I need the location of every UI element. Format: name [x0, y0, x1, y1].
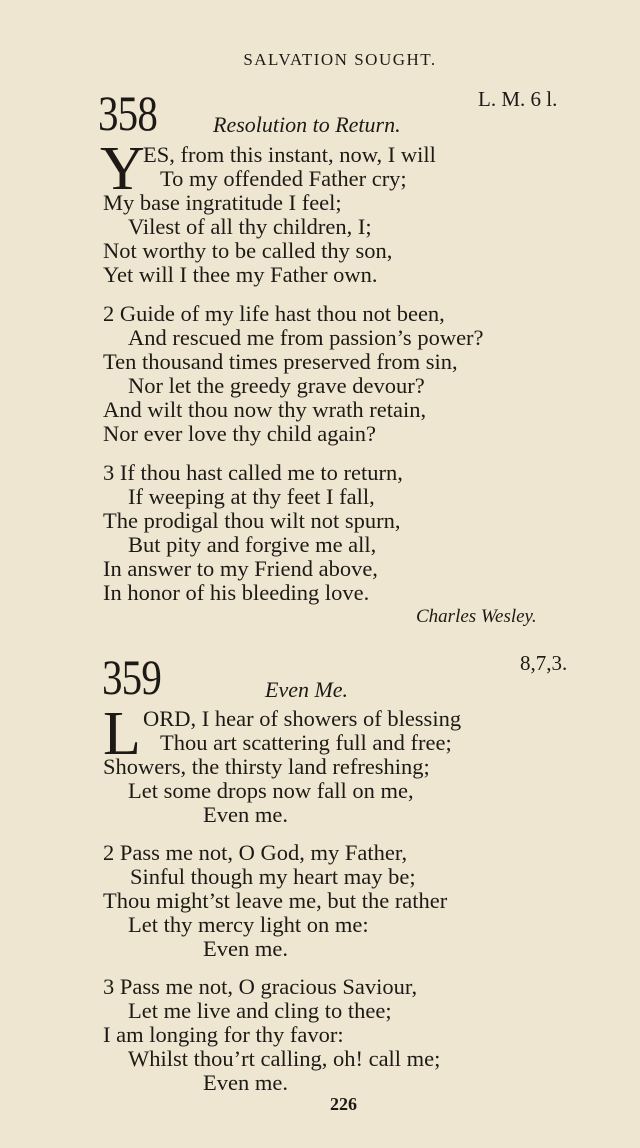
verse-line: The prodigal thou wilt not spurn, [103, 508, 401, 533]
verse-line: Not worthy to be called thy son, [103, 238, 393, 263]
verse-line: Ten thousand times preserved from sin, [103, 349, 458, 374]
verse-line: Nor let the greedy grave devour? [128, 373, 425, 398]
verse-line: ES, from this instant, now, I will [143, 142, 436, 167]
verse-line: Showers, the thirsty land refreshing; [103, 754, 430, 779]
hymn-title: Even Me. [265, 677, 349, 702]
verse-line: In answer to my Friend above, [103, 556, 378, 581]
verse-line: ORD, I hear of showers of blessing [143, 706, 462, 731]
verse-line: Nor ever love thy child again? [103, 421, 377, 446]
verse-line: Let some drops now fall on me, [128, 778, 414, 803]
hymn-number: 358 [98, 85, 158, 141]
verse-line: Thou might’st leave me, but the rather [103, 888, 448, 913]
page-header: SALVATION SOUGHT. [243, 50, 437, 69]
drop-cap: L [103, 700, 141, 768]
verse-line: Even me. [203, 1070, 288, 1095]
verse-line: If weeping at thy feet I fall, [128, 484, 375, 509]
hymn-number: 359 [102, 649, 162, 705]
verse-line: To my offended Father cry; [160, 166, 407, 191]
verse-line: Vilest of all thy children, I; [128, 214, 372, 239]
drop-cap: Y [100, 135, 145, 203]
page-number: 226 [330, 1094, 357, 1114]
verse-line: Even me. [203, 936, 288, 961]
verse-line: And rescued me from passion’s power? [128, 325, 484, 350]
verse-line: Whilst thou’rt calling, oh! call me; [128, 1046, 441, 1071]
verse-line: And wilt thou now thy wrath retain, [103, 397, 427, 422]
verse-line: 2 Guide of my life hast thou not been, [103, 301, 445, 326]
hymn-meter: L. M. 6 l. [478, 87, 558, 111]
verse-line: Thou art scattering full and free; [160, 730, 452, 755]
verse-line: 2 Pass me not, O God, my Father, [103, 840, 408, 865]
verse-line: Sinful though my heart may be; [130, 864, 416, 889]
verse-line: In honor of his bleeding love. [103, 580, 370, 605]
verse-line: Even me. [203, 802, 288, 827]
verse-line: 3 If thou hast called me to return, [103, 460, 403, 485]
verse-line: Let thy mercy light on me: [128, 912, 369, 937]
verse-line: I am longing for thy favor: [103, 1022, 344, 1047]
verse-line: 3 Pass me not, O gracious Saviour, [103, 974, 418, 999]
hymn-author: Charles Wesley. [416, 606, 537, 627]
verse-line: My base ingratitude I feel; [103, 190, 342, 215]
hymn-meter: 8,7,3. [520, 651, 568, 675]
hymn-title: Resolution to Return. [213, 112, 401, 137]
verse-line: Let me live and cling to thee; [128, 998, 392, 1023]
verse-line: But pity and forgive me all, [128, 532, 377, 557]
verse-line: Yet will I thee my Father own. [103, 262, 378, 287]
